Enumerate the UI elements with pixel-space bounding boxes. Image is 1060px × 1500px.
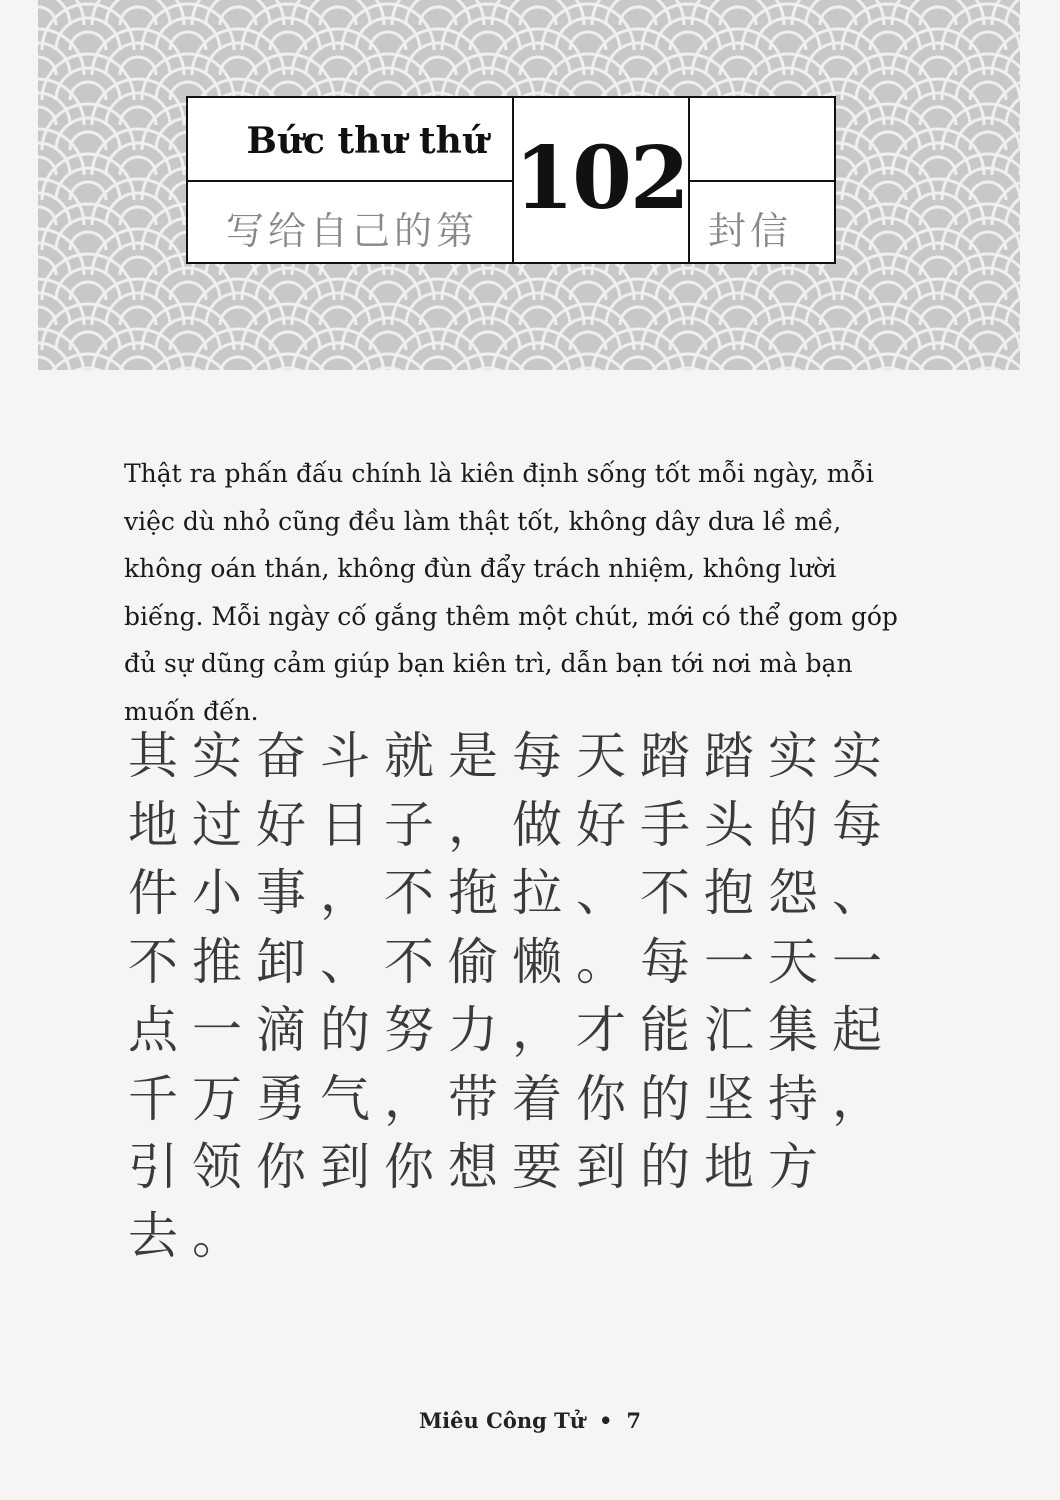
title-cell-empty xyxy=(690,98,834,182)
author-name: Miêu Công Tử xyxy=(418,1408,585,1433)
title-cell-cn-right xyxy=(690,182,834,262)
vn-title: Bức thư thứ xyxy=(246,120,488,162)
vietnamese-paragraph: Thật ra phấn đấu chính là kiên định sống tốt mỗi ngày, mỗi việc dù nhỏ cũng đều làm thật tốt, không dây dưa lề mề, không oán thán, không đùn đẩy trách nhiệm, không lười biếng. Mỗi ngày cố gắng thêm một chút, mới có thể gom góp đủ sự dũng cảm giúp bạn kiên trì, dẫn bạn tới nơi mà bạn muốn đến. xyxy=(124,459,898,726)
cn-title-left: 写给自己的第 xyxy=(226,209,479,253)
page-footer xyxy=(0,1408,1060,1433)
chinese-paragraph: 其实奋斗就是每天踏踏实实地过好日子，做好手头的每件小事，不拖拉、不抱怨、不推卸、不偷懒。每一天一点一滴的努力，才能汇集起千万勇气，带着你的坚持，引领你到你想要到的地方去。 xyxy=(128,727,896,1265)
title-cell-cn-left xyxy=(188,182,514,262)
title-cell-vn xyxy=(188,98,514,182)
chapter-title-box xyxy=(186,96,836,264)
footer-bullet: • xyxy=(598,1408,613,1433)
letter-number: 102 xyxy=(514,128,688,229)
page-number: 7 xyxy=(626,1408,642,1433)
cn-title-right: 封信 xyxy=(708,209,793,253)
title-cell-number xyxy=(514,98,690,262)
